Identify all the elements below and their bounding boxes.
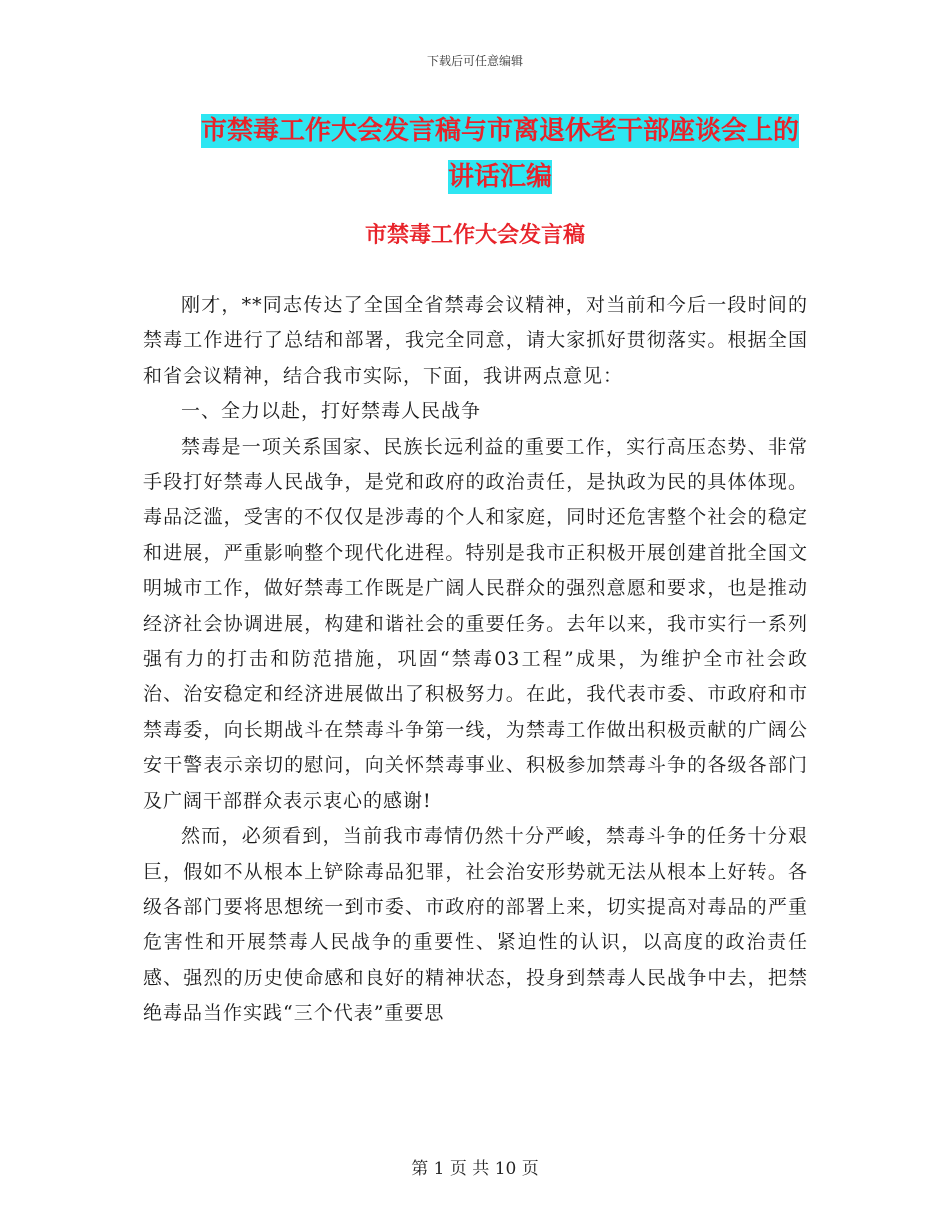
document-title xyxy=(150,108,850,200)
paragraph: 禁毒是一项关系国家、民族长远利益的重要工作，实行高压态势、非常手段打好禁毒人民战争，是党和政府的政治责任，是执政为民的具体体现。毒品泛滥，受害的不仅仅是涉毒的个人和家庭，同时还危害整个社会的稳定和进展，严重影响整个现代化进程。特别是我市正积极开展创建首批全国文明城市工作，做好禁毒工作既是广阔人民群众的强烈意愿和要求，也是推动经济社会协调进展，构建和谐社会的重要任务。去年以来，我市实行一系列强有力的打击和防范措施，巩固“禁毒03工程”成果，为维护全市社会政治、治安稳定和经济进展做出了积极努力。在此，我代表市委、市政府和市禁毒委，向长期战斗在禁毒斗争第一线，为禁毒工作做出积极贡献的广阔公安干警表示亲切的慰问，向关怀禁毒事业、积极参加禁毒斗争的各级各部门及广阔干部群众表示衷心的感谢! xyxy=(143,435,808,812)
paragraph-heading: 一、全力以赴，打好禁毒人民战争 xyxy=(181,400,482,423)
document-body xyxy=(143,288,808,1032)
header-note: 下载后可任意编辑 xyxy=(426,54,523,68)
title-line-1: 市禁毒工作大会发言稿与市离退休老干部座谈会上的 xyxy=(200,116,799,146)
section-title: 市禁毒工作大会发言稿 xyxy=(364,223,585,248)
paragraph: 刚才，**同志传达了全国全省禁毒会议精神，对当前和今后一段时间的禁毒工作进行了总结和部署，我完全同意，请大家抓好贯彻落实。根据全国和省会议精神，结合我市实际，下面，我讲两点意见： xyxy=(143,294,808,387)
paragraph: 然而，必须看到，当前我市毒情仍然十分严峻，禁毒斗争的任务十分艰巨，假如不从根本上铲除毒品犯罪，社会治安形势就无法从根本上好转。各级各部门要将思想统一到市委、市政府的部署上来，切实提高对毒品的严重危害性和开展禁毒人民战争的重要性、紧迫性的认识，以高度的政治责任感、强烈的历史使命感和良好的精神状态，投身到禁毒人民战争中去，把禁绝毒品当作实践“三个代表”重要思 xyxy=(143,825,808,1025)
title-line-2: 讲话汇编 xyxy=(447,162,552,192)
page-number: 第 1 页 共 10 页 xyxy=(411,1159,539,1179)
